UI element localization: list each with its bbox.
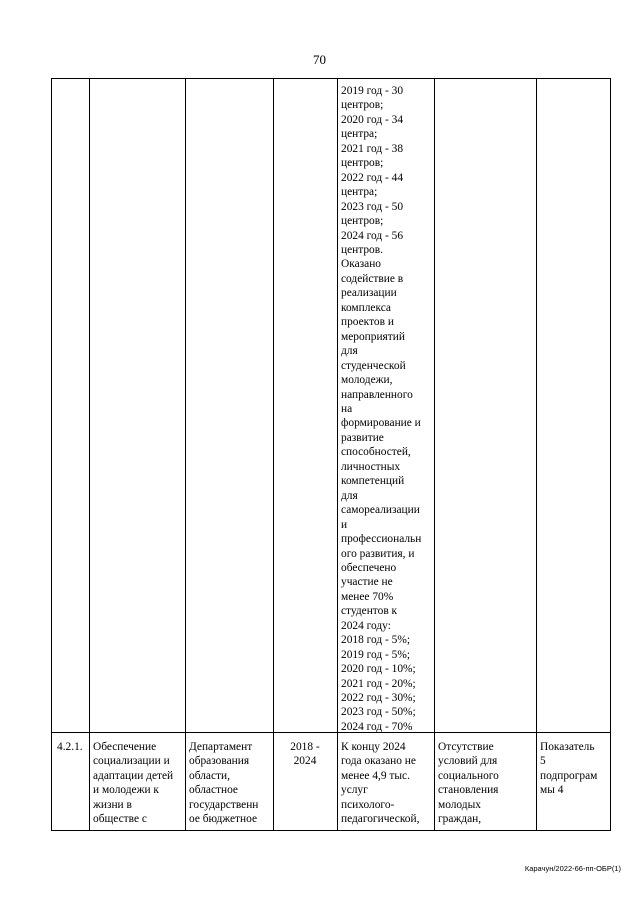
program-table xyxy=(51,78,611,831)
column-border xyxy=(89,78,90,831)
document-code: Карачун/2022-66-пп-ОБР(1) xyxy=(524,864,621,873)
consequences-cell: Отсутствие условий для социального становления молодых граждан, xyxy=(438,741,499,826)
table-bottom-border xyxy=(51,830,611,831)
row-divider xyxy=(51,732,611,733)
executor-cell: Департамент образования области, областное государственн ое бюджетное xyxy=(189,741,259,826)
column-border xyxy=(51,78,52,831)
column-border xyxy=(185,78,186,831)
indicator-link-cell: Показатель 5 подпрограм мы 4 xyxy=(540,741,598,797)
expected-result-cell: К концу 2024 года оказано не менее 4,9 тыс. услуг психолого- педагогической, xyxy=(341,741,420,826)
results-continuation-cell: 2019 год - 30 центров; 2020 год - 34 центра; 2021 год - 38 центров; 2022 год - 44 центра; 2023 год - 50 центров; 2024 год - 56 центров. Оказано содействие в реализации комплекса проектов и мероприятий для студенческой молодежи, направленного на формирование и развитие способностей, личностных компетенций для самореализации и профессиональн ого развития, и обеспечено участие не менее 70% студентов к 2024 году: 2018 год - 5%; 2019 год - 5%; 2020 год - 10%; 2021 год - 20%; 2022 год - 30%; 2023 год - 50%; 2024 год - 70% xyxy=(341,85,422,733)
table-top-border xyxy=(51,78,611,79)
row-number-cell: 4.2.1. xyxy=(57,741,83,753)
column-border xyxy=(610,78,611,831)
column-border xyxy=(273,78,274,831)
column-border xyxy=(536,78,537,831)
page-number: 70 xyxy=(313,52,326,67)
period-cell: 2018 - 2024 xyxy=(290,741,320,768)
column-border xyxy=(434,78,435,831)
column-border xyxy=(337,78,338,831)
measure-name-cell: Обеспечение социализации и адаптации детей и молодежи к жизни в обществе с xyxy=(93,741,174,826)
